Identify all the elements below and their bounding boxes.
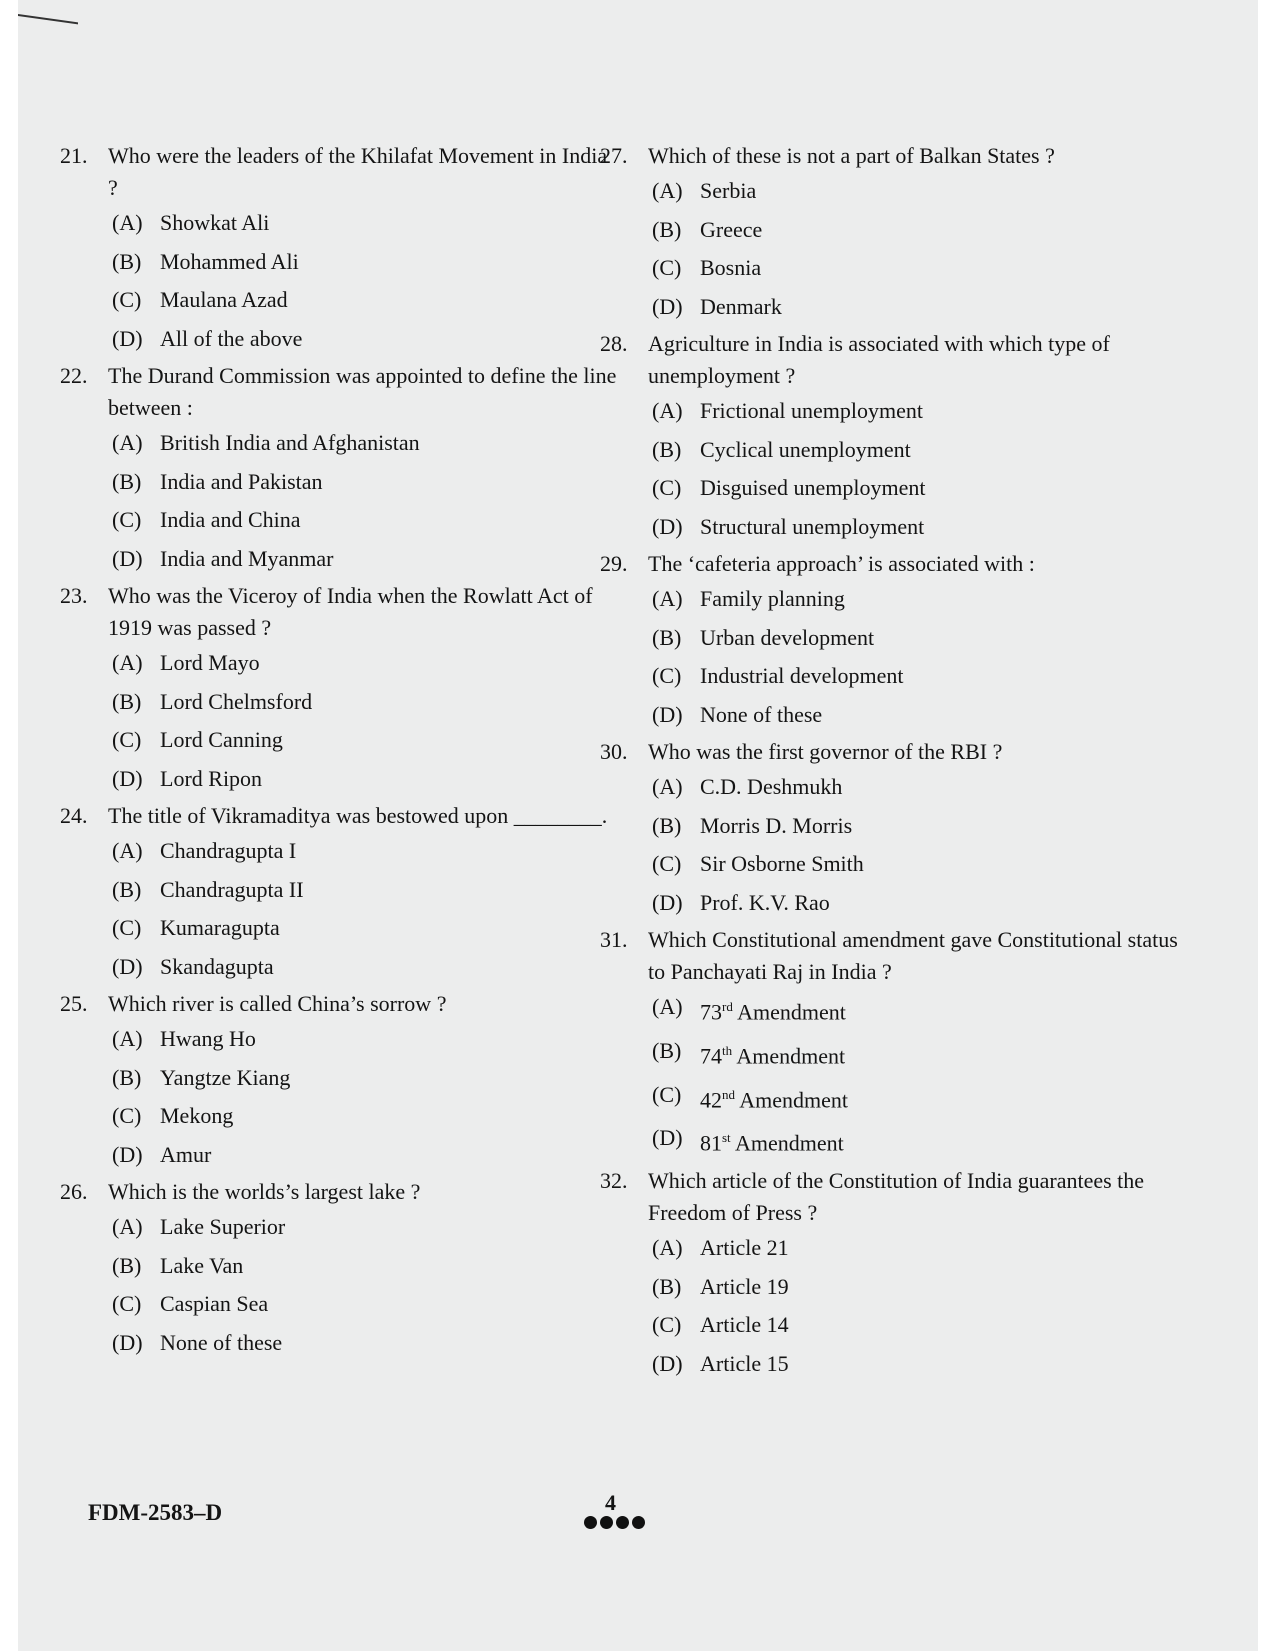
- question-block: [600, 548, 1185, 734]
- answer-option: [652, 845, 1185, 884]
- question-number: 23.: [60, 583, 88, 608]
- option-letter: (A): [652, 178, 683, 203]
- option-text: 73rd Amendment: [700, 999, 846, 1025]
- question-number: 27.: [600, 143, 628, 168]
- option-text: Kumaragupta: [160, 915, 280, 940]
- question-head: [600, 1165, 1185, 1229]
- option-letter: (B): [652, 812, 682, 838]
- question-block: [60, 1176, 620, 1362]
- page-corner-line: [18, 0, 78, 24]
- option-text: Urban development: [700, 624, 875, 650]
- option-letter: (C): [112, 287, 142, 312]
- question-block: [60, 800, 620, 986]
- answer-option: [652, 508, 1185, 547]
- option-letter: (C): [112, 507, 142, 532]
- option-text: Mekong: [160, 1103, 234, 1128]
- question-head: [60, 988, 620, 1020]
- option-letter: (B): [112, 468, 142, 494]
- option-text: Caspian Sea: [160, 1291, 269, 1316]
- answer-option: [652, 696, 1185, 735]
- option-letter: (C): [112, 727, 142, 752]
- answer-option: [652, 1032, 1185, 1076]
- option-letter: (B): [112, 876, 142, 902]
- option-text: India and Myanmar: [160, 545, 334, 571]
- dot: [632, 1516, 645, 1529]
- option-letter: (D): [112, 765, 143, 791]
- answer-option: [652, 392, 1185, 431]
- question-text: Which Constitutional amendment gave Constitutional status to Panchayati Raj in India ?: [648, 927, 1178, 984]
- answer-option: [112, 1324, 620, 1363]
- question-block: [600, 736, 1185, 922]
- ordinal-suffix: rd: [722, 999, 733, 1014]
- answer-option: [652, 288, 1185, 327]
- answer-option: [112, 1020, 620, 1059]
- option-letter: (C): [112, 1291, 142, 1316]
- answer-option: [652, 657, 1185, 696]
- question-text: Who was the Viceroy of India when the Rowlatt Act of 1919 was passed ?: [108, 583, 593, 640]
- option-text: India and China: [160, 507, 301, 532]
- option-letter: (A): [112, 430, 143, 455]
- question-number: 30.: [600, 739, 628, 764]
- scan-margin-right: [1261, 0, 1275, 1651]
- option-letter: (A): [112, 210, 143, 235]
- ordinal-suffix: st: [722, 1130, 731, 1146]
- question-text: Agriculture in India is associated with which type of unemployment ?: [648, 331, 1110, 388]
- question-head: [600, 328, 1185, 392]
- answer-option: [652, 1268, 1185, 1307]
- answer-option: [112, 760, 620, 799]
- answer-option: [652, 1119, 1185, 1163]
- option-letter: (B): [652, 436, 682, 462]
- option-letter: (A): [112, 1026, 143, 1051]
- answer-option: [652, 172, 1185, 211]
- answer-option: [652, 768, 1185, 807]
- question-number: 32.: [600, 1168, 628, 1194]
- option-text: British India and Afghanistan: [160, 430, 420, 455]
- option-text: Industrial development: [700, 663, 904, 688]
- option-letter: (C): [652, 255, 682, 280]
- option-letter: (C): [112, 1103, 142, 1128]
- option-letter: (D): [652, 513, 683, 539]
- answer-option: [112, 463, 620, 502]
- option-letter: (A): [652, 1235, 683, 1261]
- option-text: Disguised unemployment: [700, 475, 926, 500]
- question-number: 25.: [60, 991, 88, 1016]
- question-block: [60, 988, 620, 1174]
- option-text: India and Pakistan: [160, 468, 323, 494]
- option-text: 42nd Amendment: [700, 1086, 849, 1112]
- option-text: Structural unemployment: [700, 513, 925, 539]
- question-head: [60, 580, 620, 644]
- option-text: Mohammed Ali: [160, 248, 299, 274]
- option-text: Lake Van: [160, 1252, 244, 1278]
- option-text: Maulana Azad: [160, 287, 288, 312]
- option-text: Article 21: [700, 1235, 789, 1261]
- option-letter: (B): [112, 688, 142, 714]
- question-head: [60, 1176, 620, 1208]
- option-letter: (A): [112, 1214, 143, 1239]
- option-letter: (C): [652, 1312, 682, 1338]
- option-text: Article 15: [700, 1350, 789, 1376]
- option-text: Amur: [160, 1141, 212, 1167]
- answer-option: [112, 948, 620, 987]
- option-letter: (B): [652, 1037, 682, 1063]
- question-number: 28.: [600, 331, 628, 356]
- option-text: Sir Osborne Smith: [700, 851, 864, 876]
- answer-option: [652, 249, 1185, 288]
- question-text: Which is the worlds’s largest lake ?: [108, 1179, 421, 1204]
- option-letter: (D): [112, 953, 143, 979]
- answer-option: [652, 211, 1185, 250]
- option-text: None of these: [160, 1329, 283, 1355]
- option-text: None of these: [700, 701, 823, 727]
- option-letter: (C): [652, 851, 682, 876]
- option-letter: (C): [112, 915, 142, 940]
- answer-option: [112, 644, 620, 683]
- option-letter: (D): [112, 1141, 143, 1167]
- option-letter: (A): [112, 650, 143, 675]
- option-letter: (D): [652, 701, 683, 727]
- question-block: [60, 580, 620, 798]
- option-letter: (A): [652, 586, 683, 611]
- option-text: Showkat Ali: [160, 210, 270, 235]
- question-block: [600, 140, 1185, 326]
- option-text: 81st Amendment: [700, 1130, 844, 1156]
- question-head: [600, 924, 1185, 988]
- question-text: Which article of the Constitution of India guarantees the Freedom of Press ?: [648, 1168, 1145, 1226]
- option-letter: (C): [652, 475, 682, 500]
- option-letter: (A): [112, 838, 143, 863]
- option-letter: (A): [652, 398, 683, 423]
- answer-option: [112, 540, 620, 579]
- answer-option: [112, 683, 620, 722]
- option-letter: (B): [112, 1064, 142, 1090]
- option-letter: (C): [652, 663, 682, 688]
- answer-option: [652, 807, 1185, 846]
- answer-option: [112, 1247, 620, 1286]
- answer-option: [112, 1136, 620, 1175]
- option-text: Hwang Ho: [160, 1026, 256, 1051]
- option-text: Lord Chelmsford: [160, 688, 313, 714]
- option-text: Prof. K.V. Rao: [700, 889, 830, 915]
- answer-option: [652, 988, 1185, 1032]
- option-letter: (B): [112, 1252, 142, 1278]
- answer-option: [112, 1208, 620, 1247]
- question-text: The Durand Commission was appointed to define the line between :: [108, 363, 617, 420]
- option-text: Denmark: [700, 293, 782, 319]
- option-letter: (B): [652, 624, 682, 650]
- question-block: [600, 328, 1185, 546]
- dot: [600, 1516, 613, 1529]
- option-letter: (D): [652, 889, 683, 915]
- page-dots: [584, 1516, 645, 1529]
- option-text: Cyclical unemployment: [700, 436, 911, 462]
- question-text: Who was the first governor of the RBI ?: [648, 739, 1003, 764]
- left-column: [60, 140, 620, 1362]
- option-letter: (D): [112, 1329, 143, 1355]
- option-text: Family planning: [700, 586, 845, 611]
- question-number: 22.: [60, 363, 88, 388]
- question-head: [60, 800, 620, 832]
- answer-option: [652, 1076, 1185, 1120]
- option-letter: (D): [112, 545, 143, 571]
- question-number: 21.: [60, 143, 88, 168]
- option-letter: (D): [652, 1125, 683, 1151]
- question-number: 26.: [60, 1179, 88, 1204]
- option-text: All of the above: [160, 325, 303, 351]
- dot: [584, 1516, 597, 1529]
- question-head: [600, 736, 1185, 768]
- option-letter: (B): [112, 248, 142, 274]
- answer-option: [112, 721, 620, 760]
- question-text: The title of Vikramaditya was bestowed upon ________.: [108, 803, 608, 828]
- question-text: The ‘cafeteria approach’ is associated with :: [648, 551, 1035, 576]
- answer-option: [112, 320, 620, 359]
- scan-margin-left: [0, 0, 18, 1651]
- answer-option: [112, 243, 620, 282]
- answer-option: [652, 580, 1185, 619]
- option-text: Chandragupta I: [160, 838, 297, 863]
- option-text: Article 19: [700, 1273, 789, 1299]
- answer-option: [652, 1229, 1185, 1268]
- question-text: Who were the leaders of the Khilafat Movement in India ?: [108, 143, 608, 200]
- option-text: 74th Amendment: [700, 1042, 846, 1069]
- paper-code: FDM-2583–D: [88, 1500, 223, 1525]
- answer-option: [652, 469, 1185, 508]
- option-text: Skandagupta: [160, 953, 274, 979]
- option-letter: (B): [652, 216, 682, 242]
- option-text: Article 14: [700, 1312, 789, 1338]
- right-column: [600, 140, 1185, 1383]
- question-head: [600, 140, 1185, 172]
- answer-option: [112, 871, 620, 910]
- option-text: Lord Ripon: [160, 765, 263, 791]
- option-text: Morris D. Morris: [700, 812, 853, 838]
- question-number: 29.: [600, 551, 628, 576]
- answer-option: [112, 204, 620, 243]
- question-block: [600, 1165, 1185, 1383]
- option-text: Serbia: [700, 178, 757, 203]
- option-letter: (D): [652, 1350, 683, 1376]
- question-block: [60, 140, 620, 358]
- question-head: [60, 360, 620, 424]
- question-block: [60, 360, 620, 578]
- option-letter: (D): [652, 293, 683, 319]
- answer-option: [652, 1306, 1185, 1345]
- answer-option: [652, 431, 1185, 470]
- question-text: Which river is called China’s sorrow ?: [108, 991, 447, 1016]
- question-number: 24.: [60, 803, 88, 828]
- answer-option: [652, 884, 1185, 923]
- option-text: Greece: [700, 216, 763, 242]
- option-text: Lord Canning: [160, 727, 283, 752]
- option-letter: (C): [652, 1081, 682, 1107]
- option-letter: (A): [652, 994, 683, 1019]
- answer-option: [112, 832, 620, 871]
- answer-option: [112, 501, 620, 540]
- answer-option: [112, 1285, 620, 1324]
- question-number: 31.: [600, 927, 628, 952]
- ordinal-suffix: th: [722, 1042, 733, 1058]
- question-head: [600, 548, 1185, 580]
- option-text: Frictional unemployment: [700, 398, 924, 423]
- question-head: [60, 140, 620, 204]
- option-letter: (A): [652, 774, 683, 799]
- option-text: Chandragupta II: [160, 876, 304, 902]
- answer-option: [112, 909, 620, 948]
- answer-option: [652, 1345, 1185, 1384]
- answer-option: [112, 1059, 620, 1098]
- ordinal-suffix: nd: [722, 1086, 735, 1102]
- option-text: Lake Superior: [160, 1214, 286, 1239]
- option-text: C.D. Deshmukh: [700, 774, 843, 799]
- option-letter: (B): [652, 1273, 682, 1299]
- answer-option: [112, 1097, 620, 1136]
- option-text: Lord Mayo: [160, 650, 260, 675]
- dot: [616, 1516, 629, 1529]
- option-text: Bosnia: [700, 255, 762, 280]
- option-text: Yangtze Kiang: [160, 1064, 291, 1090]
- option-letter: (D): [112, 325, 143, 351]
- answer-option: [112, 281, 620, 320]
- answer-option: [112, 424, 620, 463]
- page-number: 4: [605, 1490, 616, 1515]
- question-text: Which of these is not a part of Balkan States ?: [648, 143, 1055, 168]
- answer-option: [652, 619, 1185, 658]
- question-block: [600, 924, 1185, 1163]
